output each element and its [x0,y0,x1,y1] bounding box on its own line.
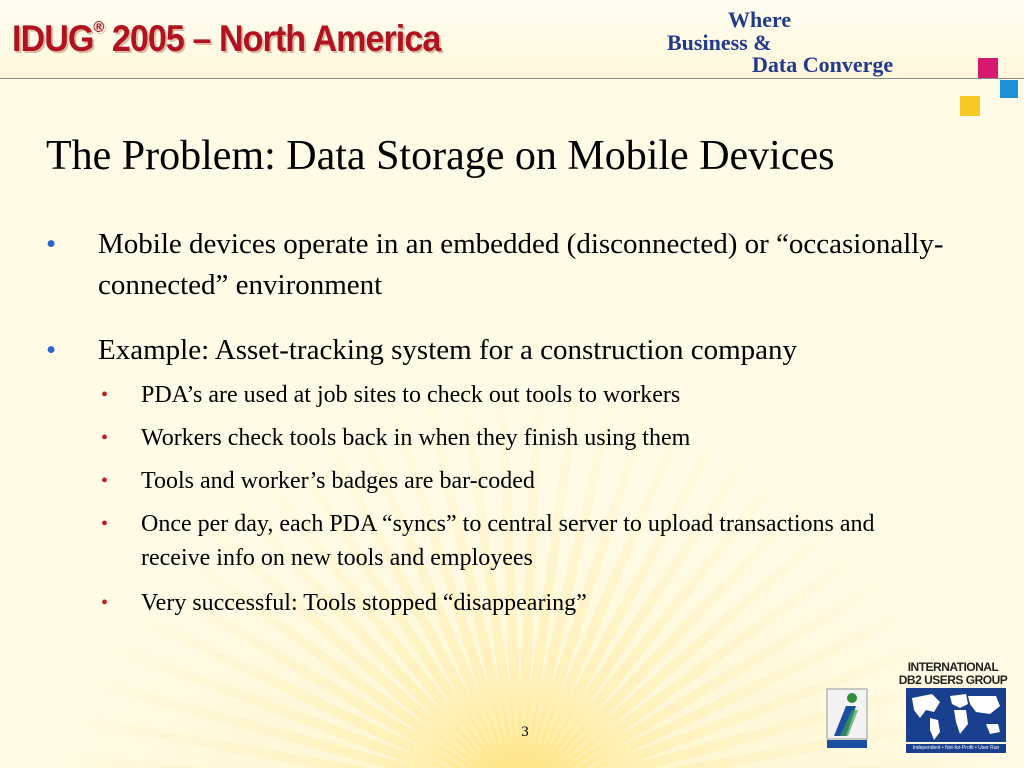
sub-bullet-item [101,378,901,412]
bullet-marker: • [46,334,57,366]
sub-bullet-text: PDA’s are used at job sites to check out tools to workers [141,382,681,408]
sub-bullet-text: Tools and worker’s badges are bar-coded [141,468,535,494]
conference-header [0,0,1024,79]
sub-bullet-text: Workers check tools back in when they finish using them [141,425,691,451]
i-logo-icon [826,688,872,750]
sub-bullet-item [101,586,901,620]
sub-bullet-marker: • [101,513,109,535]
conference-title: IDUG® 2005 – North America [12,18,441,59]
logo-tagline: Independent • Not-for-Profit • User Run [906,744,1006,753]
decor-square-blue [1000,80,1018,98]
decor-square-yellow [960,96,980,116]
bullet-item [46,224,978,306]
sub-bullet-marker: • [101,470,109,492]
world-map-icon [906,688,1006,742]
logo-line-2: DB2 USERS GROUP [898,673,1008,687]
tagline-line-1: Where [728,7,792,32]
sub-bullet-item [101,421,901,455]
slide-title: The Problem: Data Storage on Mobile Devices [46,133,835,179]
logo-line-1: INTERNATIONAL [907,660,999,674]
bullet-marker: • [46,228,57,260]
decor-square-magenta [978,58,998,78]
sub-bullet-item [101,507,901,575]
bullet-text: Example: Asset-tracking system for a construction company [98,334,798,366]
sub-bullet-item [101,464,901,498]
sub-bullet-text: Once per day, each PDA “syncs” to central server to upload transactions and receive info on new tools and employees [141,511,875,571]
sub-bullet-marker: • [101,427,109,449]
sub-bullet-text: Very successful: Tools stopped “disappearing” [141,590,587,616]
idug-i-logo [826,688,872,750]
tagline-line-3: Data Converge [752,52,894,77]
tagline-line-2: Business & [667,30,772,55]
idug-logo [898,660,1008,754]
sub-bullet-marker: • [101,592,109,614]
bullet-text: Mobile devices operate in an embedded (disconnected) or “occasionally-connected” environment [98,228,944,301]
sub-bullet-marker: • [101,384,109,406]
bullet-item [46,330,978,371]
page-number: 3 [521,724,529,740]
